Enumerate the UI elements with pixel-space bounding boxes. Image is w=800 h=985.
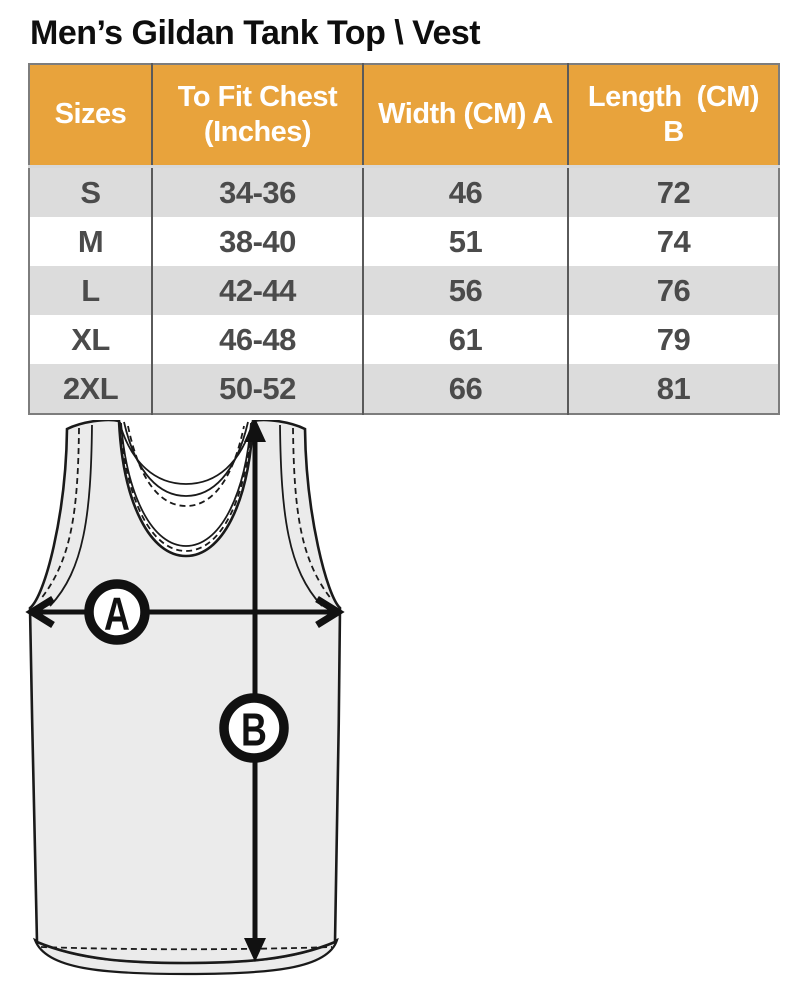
garment-outline bbox=[30, 420, 340, 963]
page-title: Men’s Gildan Tank Top \ Vest bbox=[30, 14, 481, 52]
header-label: Width (CM) A bbox=[378, 98, 553, 131]
cell-size: 2XL bbox=[29, 364, 152, 414]
back-neckline-outer bbox=[119, 421, 253, 484]
cell-length: 76 bbox=[568, 266, 779, 315]
cell-size: L bbox=[29, 266, 152, 315]
cell-width: 56 bbox=[363, 266, 568, 315]
cell-size: M bbox=[29, 217, 152, 266]
header-label-line2: (Inches) bbox=[203, 116, 312, 148]
cell-width: 51 bbox=[363, 217, 568, 266]
cell-length: 74 bbox=[568, 217, 779, 266]
header-cell-length bbox=[568, 64, 779, 167]
header-cell-width bbox=[363, 64, 568, 167]
size-table bbox=[28, 63, 780, 415]
cell-length: 79 bbox=[568, 315, 779, 364]
table-row bbox=[29, 315, 779, 364]
cell-length: 72 bbox=[568, 167, 779, 218]
cell-size: S bbox=[29, 167, 152, 218]
header-cell-chest bbox=[152, 64, 363, 167]
cell-chest: 34-36 bbox=[152, 167, 363, 218]
header-label: To Fit Chest bbox=[177, 80, 338, 113]
cell-chest: 46-48 bbox=[152, 315, 363, 364]
table-row bbox=[29, 364, 779, 414]
width-label: A bbox=[104, 588, 130, 640]
cell-size: XL bbox=[29, 315, 152, 364]
cell-width: 66 bbox=[363, 364, 568, 414]
cell-width: 61 bbox=[363, 315, 568, 364]
cell-width: 46 bbox=[363, 167, 568, 218]
header-label-line2: B bbox=[663, 116, 684, 148]
back-neckline-stitch bbox=[128, 426, 244, 506]
cell-chest: 38-40 bbox=[152, 217, 363, 266]
cell-chest: 42-44 bbox=[152, 266, 363, 315]
table-header-row bbox=[29, 64, 779, 167]
header-label: Sizes bbox=[54, 98, 127, 131]
tank-top-diagram bbox=[0, 420, 800, 985]
table-row bbox=[29, 167, 779, 218]
table-row bbox=[29, 217, 779, 266]
length-label: B bbox=[241, 704, 267, 756]
table-row bbox=[29, 266, 779, 315]
header-cell-sizes bbox=[29, 64, 152, 167]
header-label: Length (CM) bbox=[587, 80, 760, 113]
cell-length: 81 bbox=[568, 364, 779, 414]
cell-chest: 50-52 bbox=[152, 364, 363, 414]
